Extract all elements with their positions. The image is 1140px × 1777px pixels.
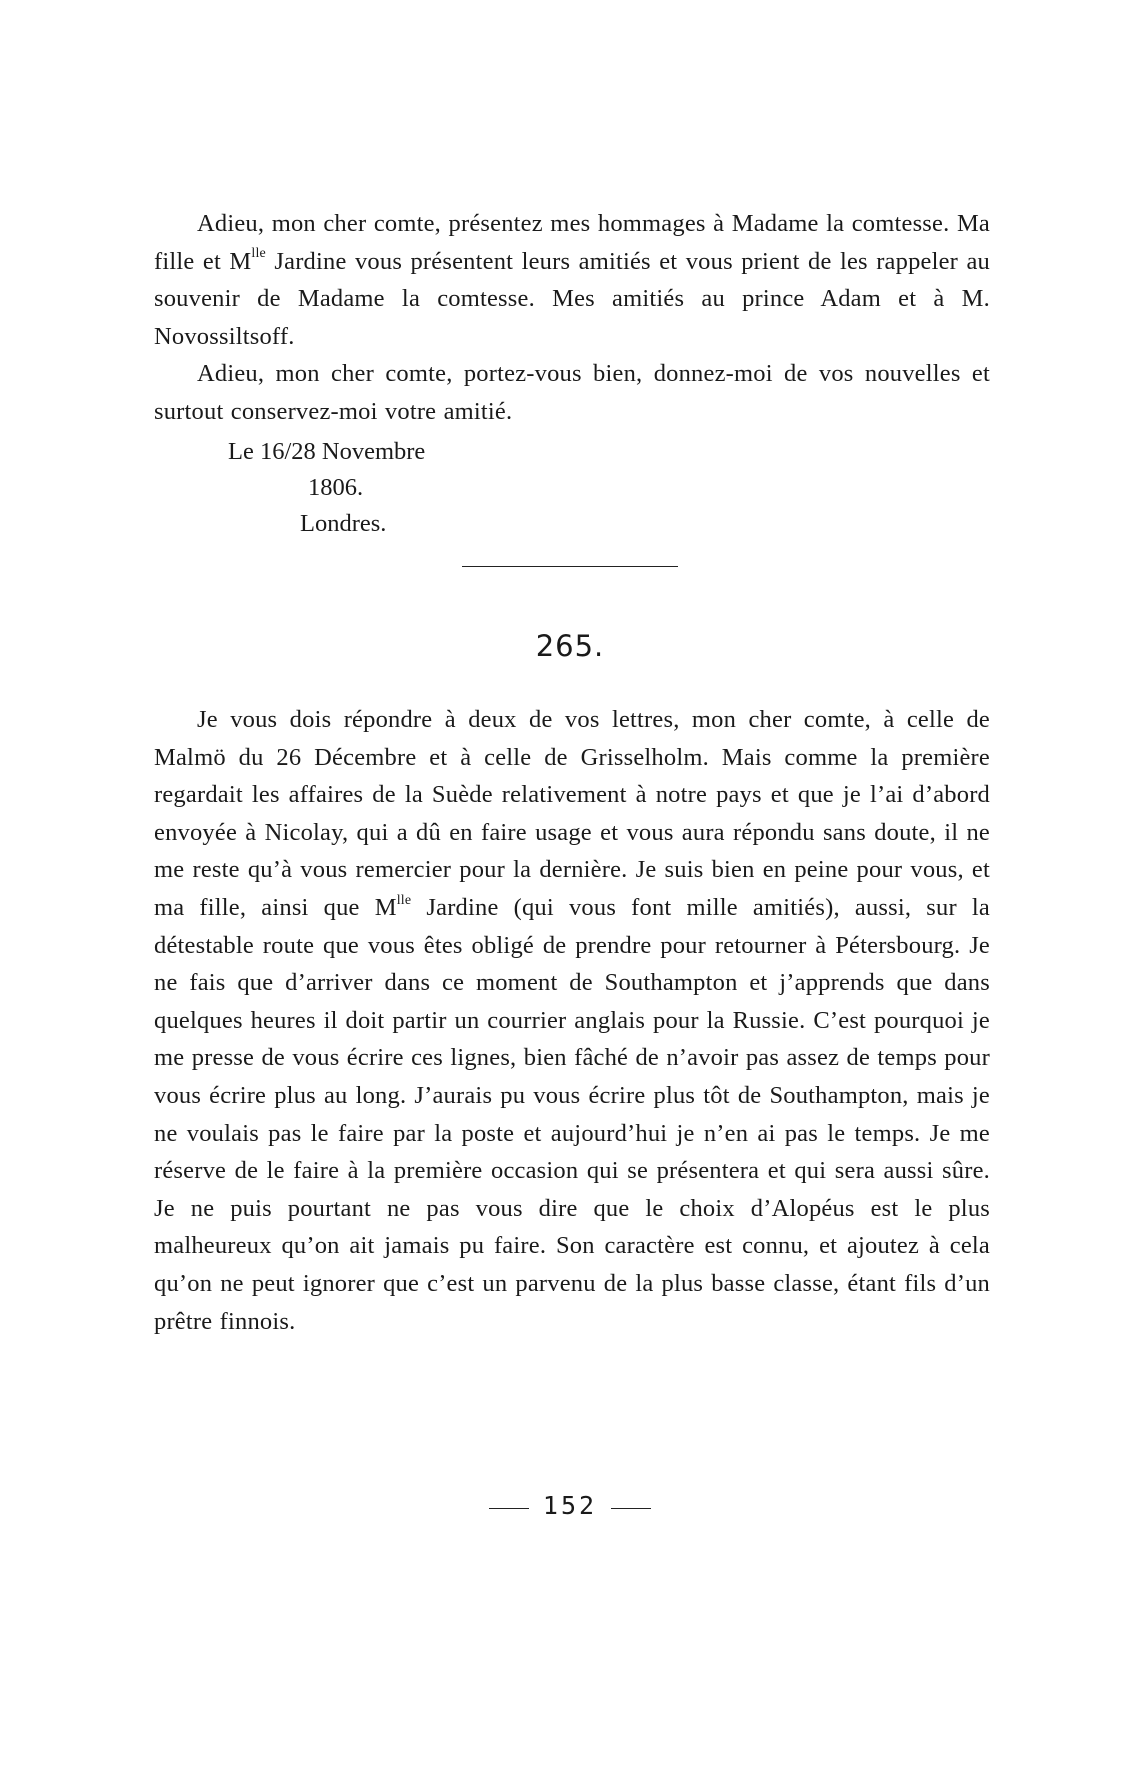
year-line: 1806. bbox=[308, 474, 364, 501]
page-number-footer bbox=[0, 1490, 1140, 1523]
letter-265-body bbox=[154, 701, 990, 1340]
page-number: 152 bbox=[542, 1491, 598, 1520]
closing-paragraph-2: Adieu, mon cher comte, portez-vous bien, donnez-moi de vos nouvelles et surtout conservez-moi votre amitié. bbox=[154, 360, 990, 425]
dash-right bbox=[611, 1508, 651, 1509]
letter-264-closing bbox=[154, 205, 990, 431]
superscript-lle: lle bbox=[396, 892, 412, 908]
date-line: Le 16/28 Novembre bbox=[228, 438, 426, 465]
section-separator bbox=[462, 566, 678, 567]
closing-paragraph-1: Adieu, mon cher comte, présentez mes hommages à Madame la comtesse. Ma fille et $M^{lle}$ Jardine vous présentent leurs amitiés et vous prient de les rappeler au souvenir de Madame la comtesse. Mes amitiés au prince Adam et à M. Novossiltsoff. bbox=[154, 210, 990, 350]
superscript-lle: lle bbox=[251, 246, 266, 262]
dash-left bbox=[489, 1508, 529, 1509]
letter-265-paragraph: Je vous dois répondre à deux de vos lettres, mon cher comte, à celle de Malmö du 26 Décembre et à celle de Grisselholm. Mais comme la première regardait les affaires de la Suède relativement à notre pays et que je l’ai d’abord envoyée à Nicolay, qui a dû en faire usage et vous aura répondu sans doute, il ne me reste qu’à vous remercier pour la dernière. Je suis bien en peine pour vous, et ma fille, ainsi que $M^{lle}$ Jardine (qui vous font mille amitiés), aussi, sur la détestable route que vous êtes obligé de prendre pour retourner à Pétersbourg. Je ne fais que d’arriver dans ce moment de Southampton et j’apprends que dans quelques heures il doit partir un courrier anglais pour la Russie. C’est pourquoi je me presse de vous écrire ces lignes, bien fâché de n’avoir pas assez de temps pour vous écrire plus au long. J’aurais pu vous écrire plus tôt de Southampton, mais je ne voulais pas le faire par la poste et aujourd’hui je n’en ai pas le temps. Je me réserve de le faire à la première occasion qui se présentera et qui sera aussi sûre. Je ne puis pourtant ne pas vous dire que le choix d’Alopéus est le plus malheureux qu’on ait jamais pu faire. Son caractère est connu, et ajoutez à cela qu’on ne peut ignorer que c’est un parvenu de la plus basse classe, étant fils d’un prêtre finnois. bbox=[154, 706, 990, 1335]
place-line: Londres. bbox=[300, 510, 387, 537]
letter-number: 265. bbox=[535, 629, 605, 663]
